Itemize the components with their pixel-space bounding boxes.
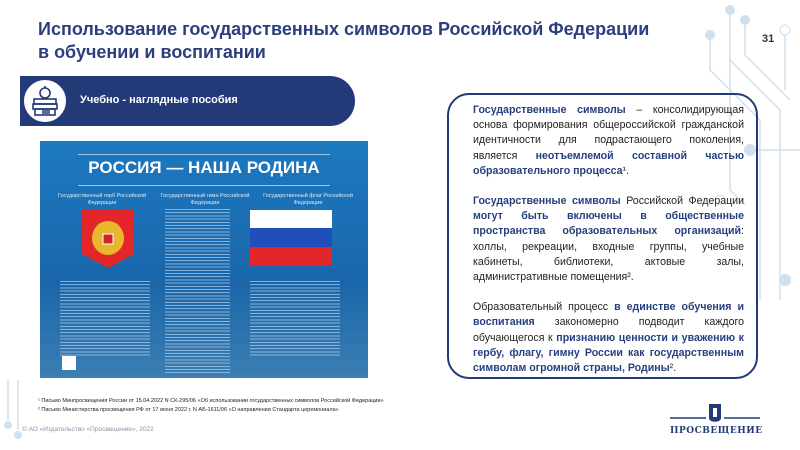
- card-text-run: Образовательный процесс: [473, 301, 615, 314]
- poster-title: РОССИЯ — НАША РОДИНА: [88, 158, 320, 177]
- logo-text: ПРОСВЕЩЕНИЕ: [670, 426, 763, 436]
- circuit-decoration-left: [0, 380, 40, 450]
- card-text-run: закономерно подводит каждого обучающегося к: [473, 316, 744, 344]
- coat-of-arms-icon: [82, 210, 134, 268]
- logo-emblem-icon: [670, 398, 760, 424]
- card-text-run: Государственные символы: [473, 104, 626, 116]
- card-text-run: : холлы, рекреации, входные группы, учебные кабинеты, библиотеки, актовые залы, административные помещения².: [473, 225, 744, 284]
- card-text-run: ².: [669, 362, 677, 375]
- page-number: 31: [762, 33, 775, 45]
- card-text-run: .: [626, 164, 630, 177]
- footnote-1: ¹ Письмо Минпросвещения России от 15.04.2022 N СК-295/06 «Об использовании государственных символов Российской Федерации»: [38, 398, 384, 404]
- footnote-2: ² Письмо Министерства просвещения РФ от 17 июня 2022 г. N АБ-1611/06 «О направлении Стандарта церемониала»: [38, 407, 339, 413]
- card-text-run: могут быть включены в общественные пространства образовательных организаций: [473, 210, 744, 238]
- russian-flag: [250, 210, 332, 265]
- poster-col-flag: Государственный флаг Российской Федерации: [263, 193, 353, 206]
- card-text-run: Российской Федерации: [620, 195, 745, 208]
- books-apple-icon: [22, 78, 68, 124]
- qr-code-icon: [62, 356, 76, 370]
- copyright: © АО «Издательство «Просвещение», 2022: [22, 426, 154, 433]
- card-text-run: неотъемлемой составной частью образовательного процесса¹: [473, 149, 744, 177]
- info-card: [447, 93, 758, 379]
- paragraph-education: [473, 300, 744, 376]
- card-text-run: в единстве обучения и воспитания: [473, 301, 744, 329]
- card-text-run: Государственные символы: [473, 195, 621, 208]
- section-banner: [20, 76, 355, 126]
- title-line-2: в обучении и воспитании: [38, 42, 266, 62]
- page-title: [38, 18, 738, 64]
- paragraph-school-spaces: [473, 194, 744, 285]
- banner-label: Учебно - наглядные пособия: [80, 94, 238, 106]
- prosveshchenie-logo: [670, 398, 763, 438]
- paragraph-state-symbols: [473, 103, 744, 179]
- title-line-1: Использование государственных символов Российской Федерации: [38, 19, 650, 39]
- card-text-run: признанию ценности и уважению к гербу, флагу, гимну России как государственным символам огромной страны, Родины: [473, 331, 744, 375]
- card-text-run: – консолидирующая основа формирования общероссийской гражданской идентичности для подрастающего поколения, является: [473, 104, 745, 162]
- poster-col-anthem: Государственный гимн Российской Федерации: [160, 193, 250, 206]
- poster-col-coat: Государственный герб Российской Федерации: [57, 193, 147, 206]
- poster-image: [40, 141, 368, 378]
